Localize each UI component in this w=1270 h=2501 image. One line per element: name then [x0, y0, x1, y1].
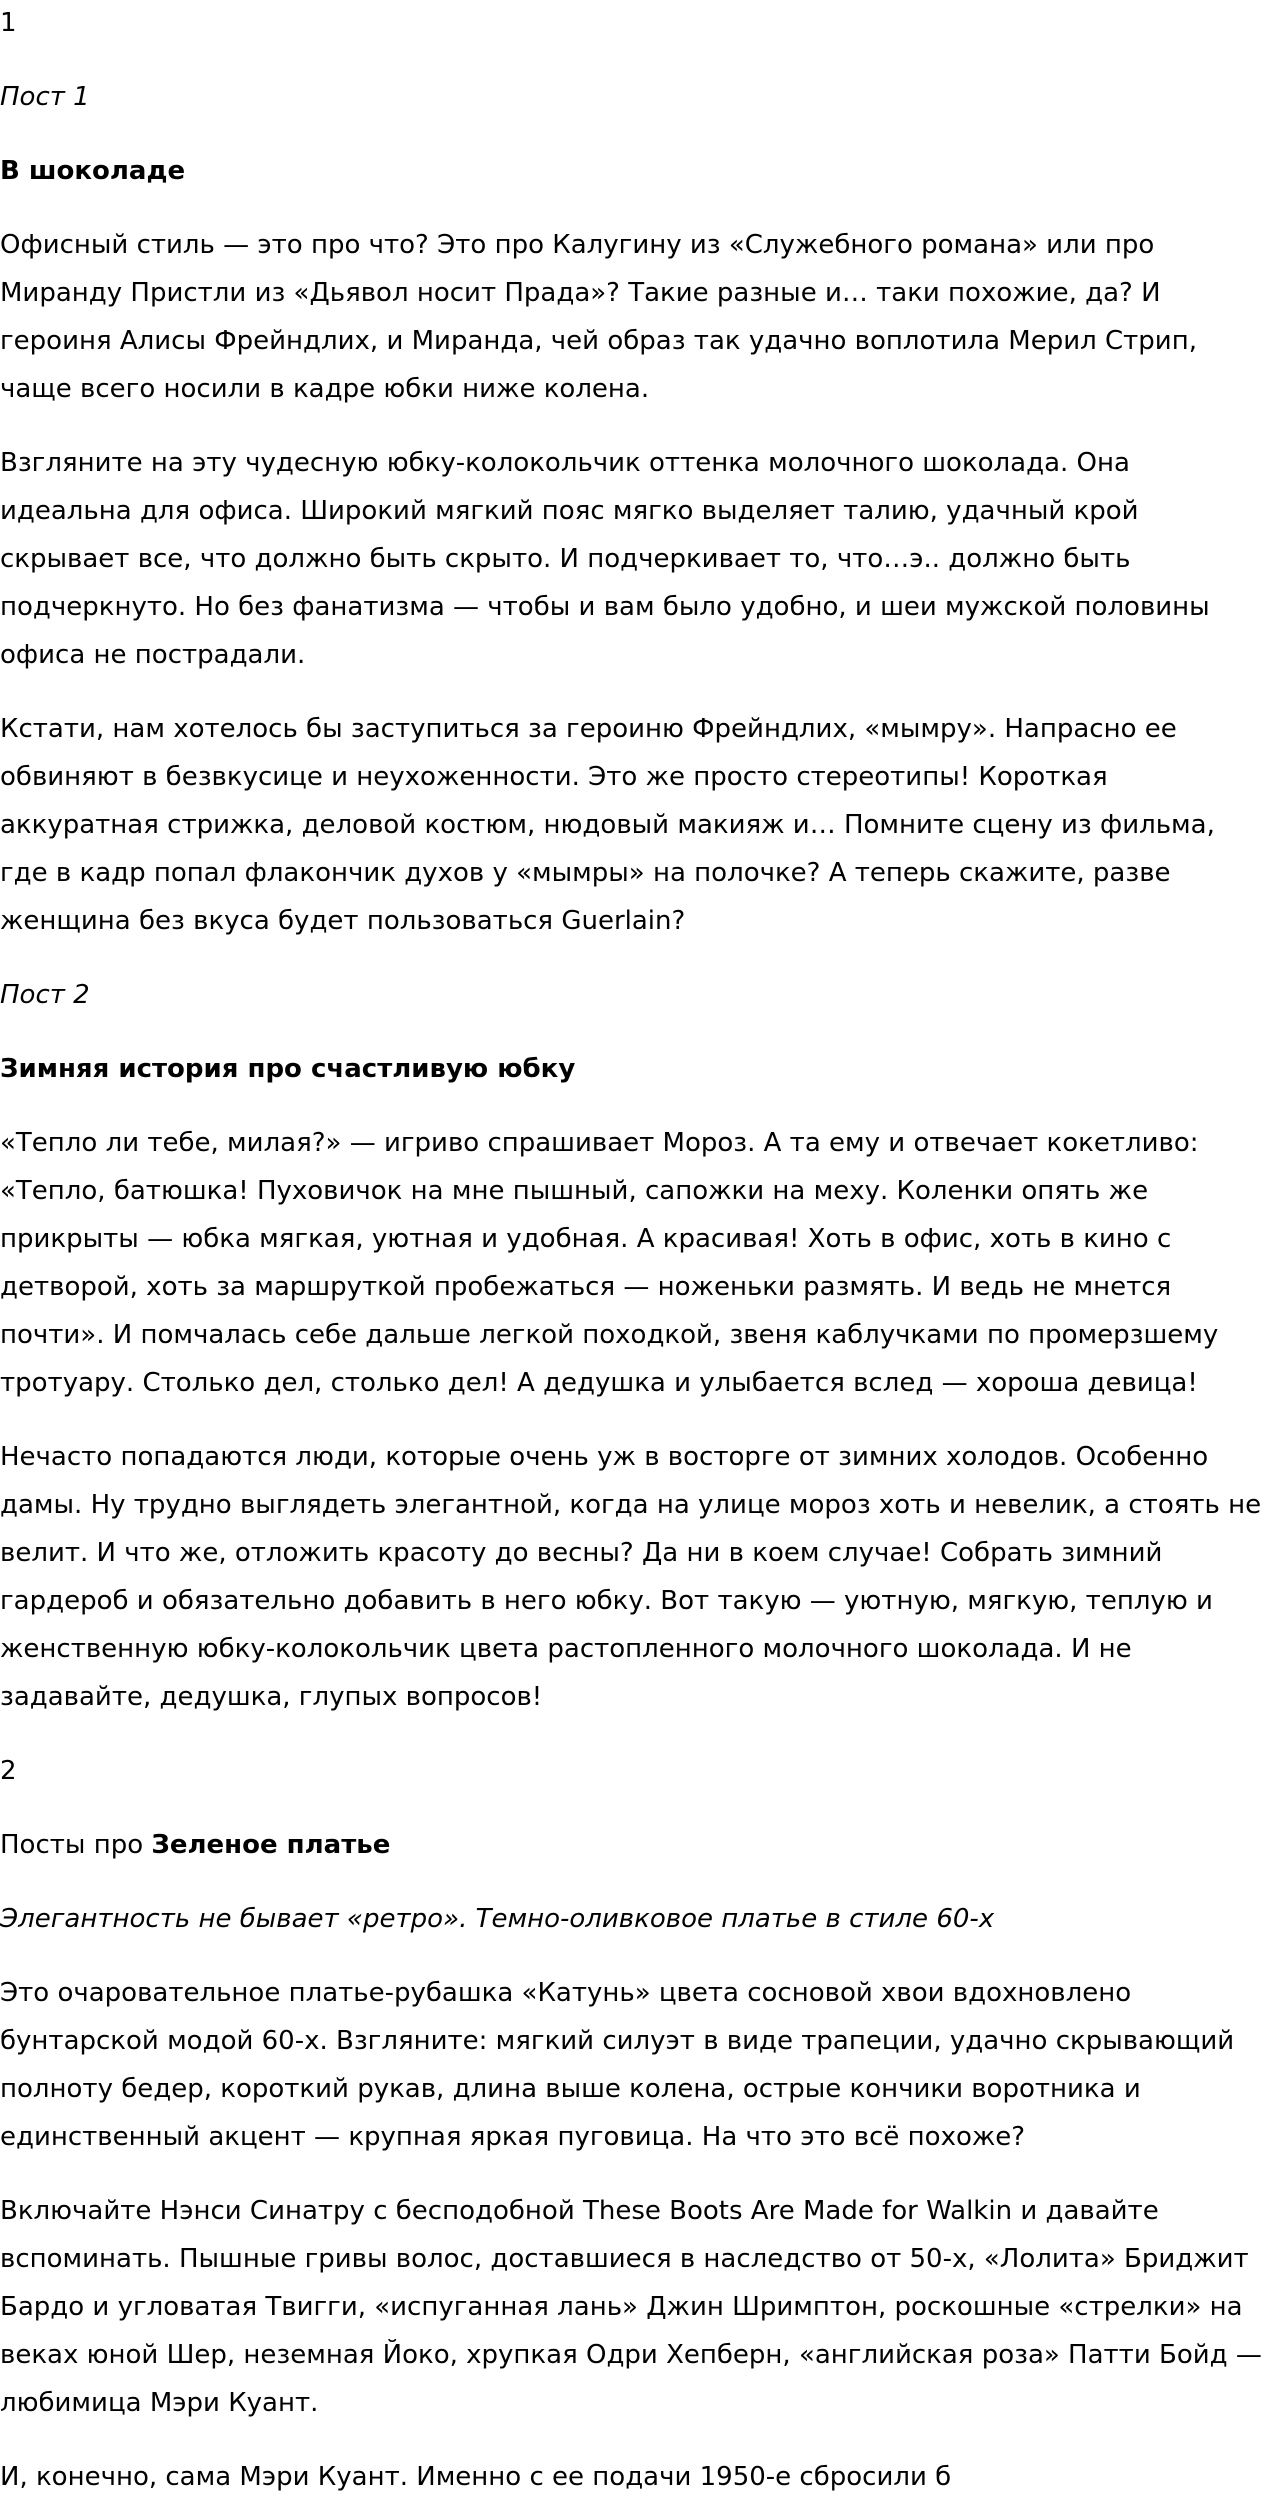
post-1-paragraph-2: Взгляните на эту чудесную юбку-колокольчик оттенка молочного шоколада. Она идеальна для офиса. Широкий мягкий пояс мягко выделяет талию, удачный крой скрывает все, что должно быть скрыто. И подчеркивает то, что…э.. должно быть подчеркнуто. Но без фанатизма — чтобы и вам было удобно, и шеи мужской половины офиса не пострадали.	[0, 448, 1210, 670]
section-2-subtitle: Элегантность не бывает «ретро». Темно-оливковое платье в стиле 60-х	[0, 1904, 995, 1934]
section-2-heading	[0, 1821, 1268, 1869]
section-number-1: 1	[0, 8, 17, 38]
post-1-paragraph-3: Кстати, нам хотелось бы заступиться за героиню Фрейндлих, «мымру». Напрасно ее обвиняют в безвкусице и неухоженности. Это же просто стереотипы! Короткая аккуратная стрижка, деловой костюм, нюдовый макияж и… Помните сцену из фильма, где в кадр попал флакончик духов у «мымры» на полочке? А теперь скажите, разве женщина без вкуса будет пользоваться Guerlain?	[0, 714, 1215, 936]
section-2-paragraph-3: И, конечно, сама Мэри Куант. Именно с ее подачи 1950-е сбросили б	[0, 2462, 952, 2492]
post-2-paragraph-2: Нечасто попадаются люди, которые очень уж в восторге от зимних холодов. Особенно дамы. Ну трудно выглядеть элегантной, когда на улице мороз хоть и невелик, а стоять не велит. И что же, отложить красоту до весны? Да ни в коем случае! Собрать зимний гардероб и обязательно добавить в него юбку. Вот такую — уютную, мягкую, теплую и женственную юбку-колокольчик цвета растопленного молочного шоколада. И не задавайте, дедушка, глупых вопросов!	[0, 1442, 1262, 1712]
post-1-title: В шоколаде	[0, 156, 186, 186]
post-1-paragraph-1: Офисный стиль — это про что? Это про Калугину из «Служебного романа» или про Миранду Пристли из «Дьявол носит Прада»? Такие разные и… таки похожие, да? И героиня Алисы Фрейндлих, и Миранда, чей образ так удачно воплотила Мерил Стрип, чаще всего носили в кадре юбки ниже колена.	[0, 230, 1197, 404]
section-2-paragraph-1: Это очаровательное платье-рубашка «Катунь» цвета сосновой хвои вдохновлено бунтарской модой 60-х. Взгляните: мягкий силуэт в виде трапеции, удачно скрывающий полноту бедер, короткий рукав, длина выше колена, острые кончики воротника и единственный акцент — крупная яркая пуговица. На что это всё похоже?	[0, 1978, 1235, 2152]
section-2-heading-prefix: Посты про	[0, 1830, 152, 1860]
post-1-label: Пост 1	[0, 82, 90, 112]
post-2-title: Зимняя история про счастливую юбку	[0, 1054, 576, 1084]
section-2-paragraph-2: Включайте Нэнси Синатру с бесподобной These Boots Are Made for Walkin и давайте вспоминать. Пышные гривы волос, доставшиеся в наследство от 50-х, «Лолита» Бриджит Бардо и угловатая Твигги, «испуганная лань» Джин Шримптон, роскошные «стрелки» на веках юной Шер, неземная Йоко, хрупкая Одри Хепберн, «английская роза» Патти Бойд — любимица Мэри Куант.	[0, 2196, 1262, 2418]
section-2-heading-bold: Зеленое платье	[151, 1830, 391, 1860]
section-number-2: 2	[0, 1756, 17, 1786]
post-2-label: Пост 2	[0, 980, 90, 1010]
post-2-paragraph-1: «Тепло ли тебе, милая?» — игриво спрашивает Мороз. А та ему и отвечает кокетливо: «Тепло, батюшка! Пуховичок на мне пышный, сапожки на меху. Коленки опять же прикрыты — юбка мягкая, уютная и удобная. А красивая! Хоть в офис, хоть в кино с детворой, хоть за маршруткой пробежаться — ноженьки размять. И ведь не мнется почти». И помчалась себе дальше легкой походкой, звеня каблучками по промерзшему тротуару. Столько дел, столько дел! А дедушка и улыбается вслед — хороша девица!	[0, 1128, 1219, 1398]
